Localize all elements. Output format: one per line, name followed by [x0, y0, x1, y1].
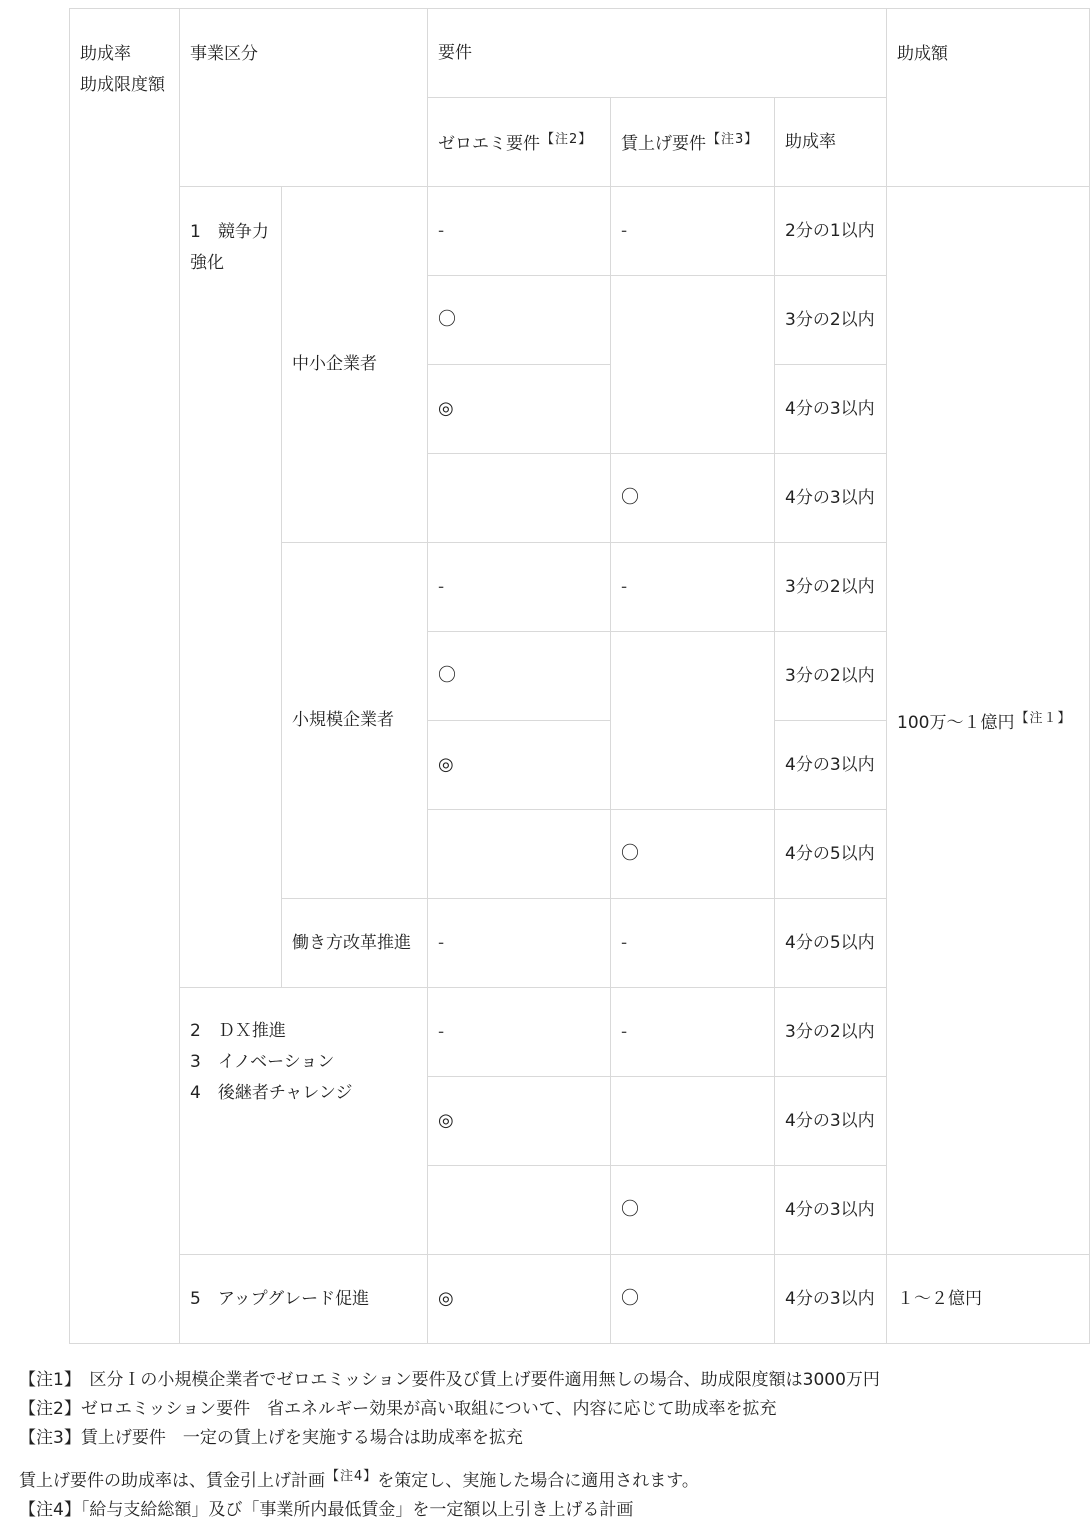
wage-cell: - [611, 899, 775, 988]
rate-cell: 4分の3以内 [775, 365, 887, 454]
wage-cell [611, 276, 775, 454]
rate-cell: 2分の1以内 [775, 187, 887, 276]
rate-cell: 4分の3以内 [775, 1166, 887, 1255]
wage-cell: 〇 [611, 1255, 775, 1344]
rate-cell: 3分の2以内 [775, 276, 887, 365]
zero-emi-cell [428, 454, 611, 543]
requirements-header: 要件 [428, 9, 887, 98]
amount-note-ref: 【注１】 [1015, 710, 1072, 726]
category-small: 小規模企業者 [282, 543, 428, 899]
zero-emi-cell: - [428, 899, 611, 988]
note-4-ref: 【注4】 [326, 1469, 378, 1484]
zero-emi-cell: - [428, 543, 611, 632]
category-sme: 中小企業者 [282, 187, 428, 543]
wage-note-ref: 【注3】 [707, 132, 759, 147]
wage-cell: - [611, 187, 775, 276]
note-1: 【注1】 区分Ｉの小規模企業者でゼロエミッション要件及び賃上げ要件適用無しの場合、助成限度額は3000万円 [19, 1370, 880, 1390]
rate-cell: 4分の3以内 [775, 721, 887, 810]
note-2: 【注2】ゼロエミッション要件 省エネルギー効果が高い取組について、内容に応じて助成率を拡充 [19, 1399, 777, 1419]
rate-cell: 4分の3以内 [775, 1077, 887, 1166]
zero-emi-cell: ◎ [428, 1077, 611, 1166]
zero-emi-header: ゼロエミ要件$^{【注2】}$ [428, 98, 611, 187]
wage-cell [611, 632, 775, 810]
wage-cell: - [611, 988, 775, 1077]
zero-emi-cell [428, 810, 611, 899]
rate-limit-header [70, 9, 180, 1344]
zero-emi-cell: - [428, 988, 611, 1077]
zero-emi-cell: 〇 [428, 632, 611, 721]
category-group: 2 ＤＸ推進 3 イノベーション 4 後継者チャレンジ [180, 988, 428, 1255]
rate-header: 助成率 [775, 98, 887, 187]
zero-emi-cell: ◎ [428, 1255, 611, 1344]
zero-emi-note-ref: 【注2】 [541, 132, 593, 147]
wage-header: 賃上げ要件$^{【注3】}$ [611, 98, 775, 187]
category-upgrade: 5 アップグレード促進 [180, 1255, 428, 1344]
rate-cell: 4分の5以内 [775, 899, 887, 988]
wage-rate-explanation: 賃上げ要件の助成率は、賃金引上げ計画$^{【注4】}$を策定し、実施した場合に適用されます。 [19, 1469, 699, 1491]
rate-cell: 3分の2以内 [775, 988, 887, 1077]
wage-cell: 〇 [611, 1166, 775, 1255]
zero-emi-cell: ◎ [428, 721, 611, 810]
note-4: 【注4】「給与支給総額」及び「事業所内最低賃金」を一定額以上引き上げる計画 [19, 1500, 634, 1520]
zero-emi-cell: 〇 [428, 276, 611, 365]
limit-header-line: 助成限度額 [80, 75, 165, 95]
footnotes [19, 1366, 880, 1525]
amount-upgrade: １～２億円 [887, 1255, 1090, 1344]
rate-cell: 4分の5以内 [775, 810, 887, 899]
category-competitiveness: 1 競争力 強化 [180, 187, 282, 988]
zero-emi-cell: - [428, 187, 611, 276]
amount-header: 助成額 [887, 9, 1090, 187]
category-header: 事業区分 [180, 9, 428, 187]
grant-table [69, 8, 1090, 1344]
rate-cell: 3分の2以内 [775, 543, 887, 632]
amount-main: 100万～１億円$^{【注1】}$ [887, 187, 1090, 1255]
wage-cell: 〇 [611, 810, 775, 899]
wage-cell: - [611, 543, 775, 632]
rate-cell: 3分の2以内 [775, 632, 887, 721]
rate-cell: 4分の3以内 [775, 1255, 887, 1344]
rate-header-line: 助成率 [80, 44, 131, 64]
zero-emi-cell [428, 1166, 611, 1255]
wage-cell: 〇 [611, 454, 775, 543]
note-3: 【注3】賃上げ要件 一定の賃上げを実施する場合は助成率を拡充 [19, 1428, 523, 1448]
rate-cell: 4分の3以内 [775, 454, 887, 543]
wage-cell [611, 1077, 775, 1166]
zero-emi-cell: ◎ [428, 365, 611, 454]
category-workstyle: 働き方改革推進 [282, 899, 428, 988]
